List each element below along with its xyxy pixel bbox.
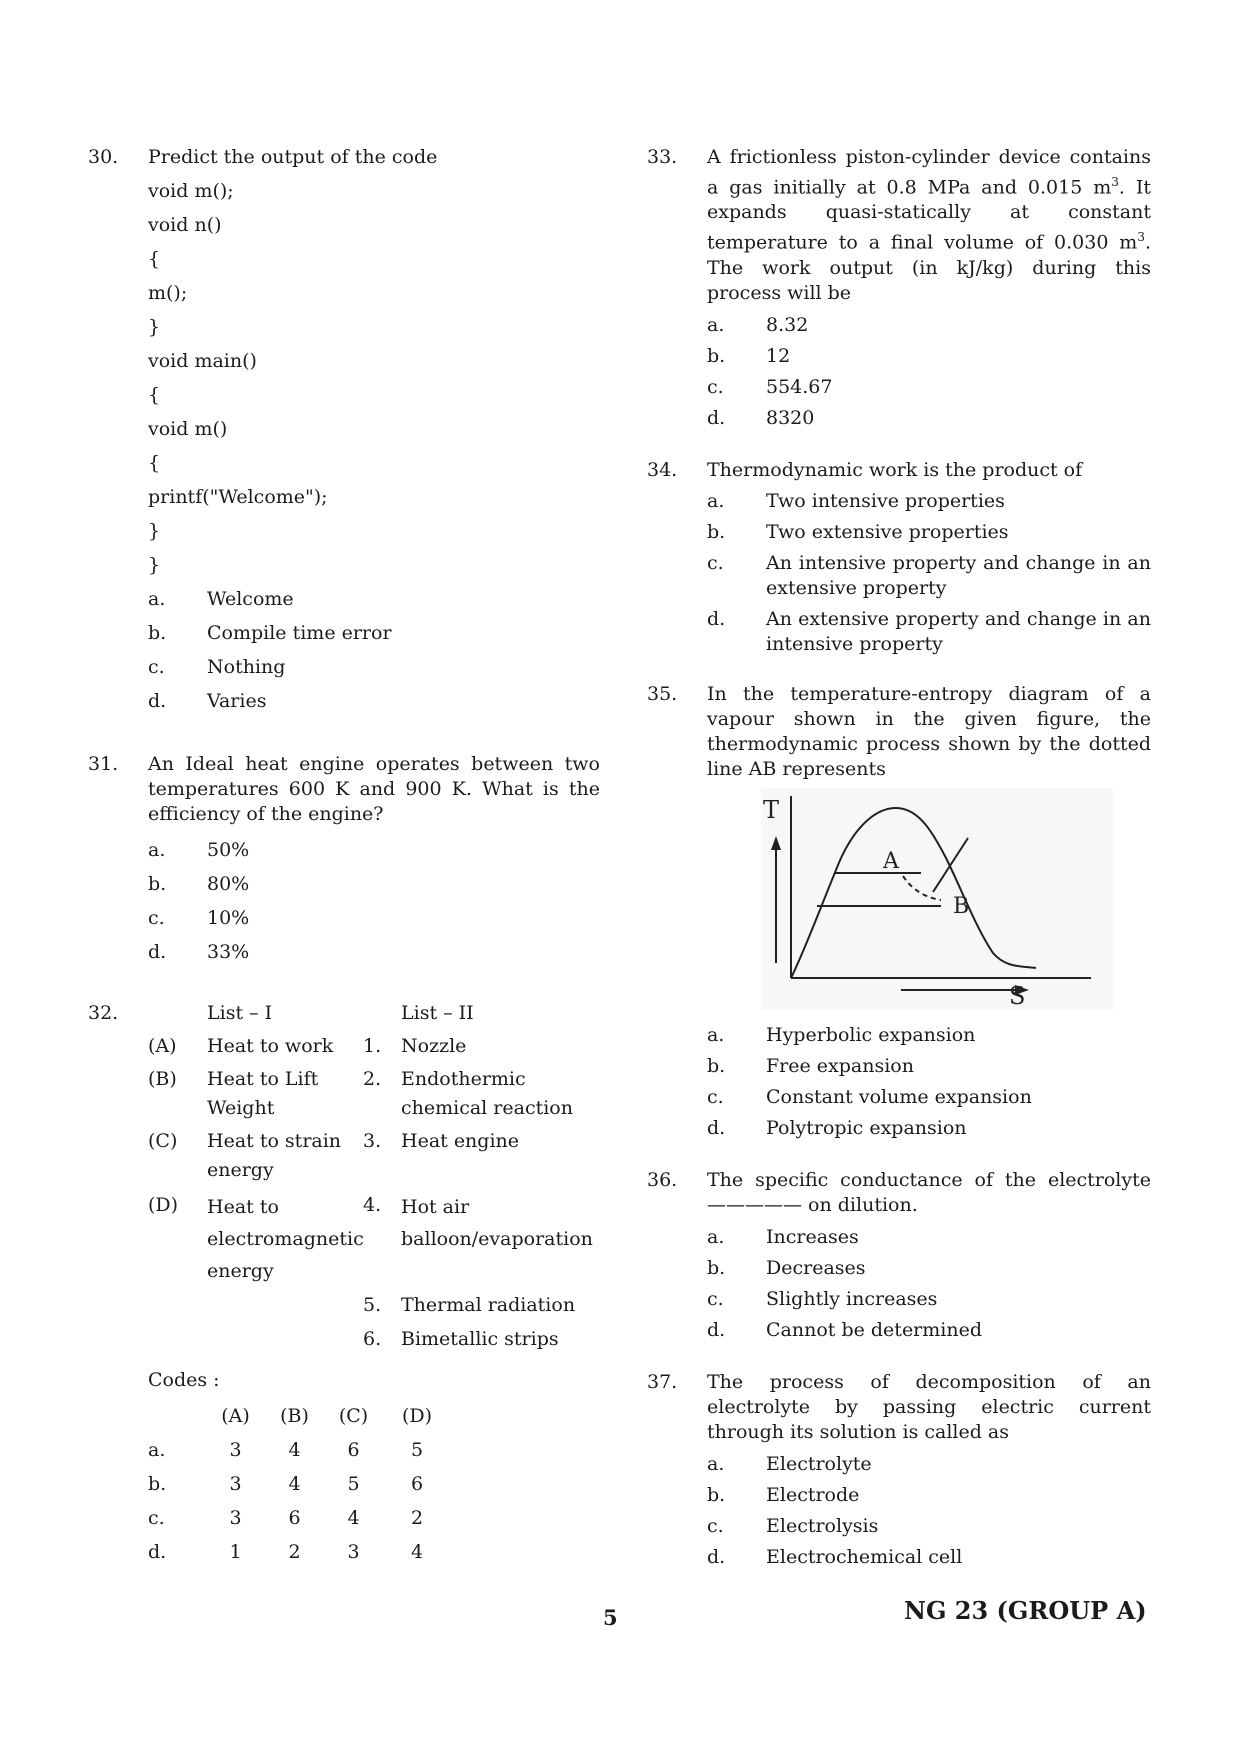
option-text: Two intensive properties: [766, 489, 1005, 512]
code-value: 4: [410, 1541, 424, 1563]
option-text: Electrode: [766, 1483, 860, 1506]
row-label: (A): [148, 1035, 177, 1057]
match-row: [148, 1065, 600, 1123]
list-1-item: Heat to Lift Weight: [207, 1068, 319, 1119]
option-d[interactable]: [707, 1113, 1151, 1144]
option-d[interactable]: [707, 1315, 1151, 1346]
option-a[interactable]: [707, 310, 1151, 341]
question-text: [707, 1168, 1151, 1218]
option-a[interactable]: [148, 582, 600, 616]
code-line: {: [148, 248, 161, 270]
option-text: 554.67: [766, 375, 833, 398]
question-30: [88, 145, 600, 718]
code-line: void m(): [148, 418, 228, 440]
list-2-item: Hot air balloon/evaporation: [401, 1196, 593, 1250]
match-rows: [148, 1032, 600, 1569]
list-1-item: Heat to electromagnetic energy: [207, 1196, 364, 1282]
option-text: An intensive property and change in an extensive property: [766, 551, 1151, 599]
option-label: d.: [148, 690, 167, 712]
code-line: }: [148, 316, 161, 338]
code-value: 2: [410, 1507, 424, 1529]
list-2-item: Endothermic chemical reaction: [401, 1068, 573, 1119]
code-line: m();: [148, 282, 188, 304]
option-c[interactable]: [707, 551, 1151, 601]
code-line: void main(): [148, 350, 257, 372]
option-label: d.: [707, 406, 726, 429]
code-value: 4: [347, 1507, 360, 1529]
list-2-number: 1.: [363, 1035, 382, 1057]
code-value: 6: [410, 1473, 424, 1495]
superscript: 3: [1111, 175, 1119, 189]
question-text: In the temperature-entropy diagram of a vapour shown in the given figure, the thermodynamic process shown by the dotted line AB represents: [707, 682, 1151, 780]
t-axis-label: T: [763, 795, 780, 824]
option-text: 12: [766, 344, 791, 367]
question-number: 35.: [647, 682, 678, 705]
options-list: [707, 1449, 1151, 1573]
option-d[interactable]: [148, 935, 600, 969]
codes-header-row: [148, 1399, 600, 1433]
option-a[interactable]: [707, 489, 1151, 514]
right-column: [647, 145, 1151, 1573]
list-2-number: 4.: [363, 1194, 382, 1216]
option-a[interactable]: [148, 1433, 600, 1467]
match-row: [148, 1191, 600, 1287]
list-2-number: 5.: [363, 1294, 382, 1316]
code-value: 3: [347, 1541, 360, 1563]
option-d[interactable]: [148, 684, 600, 718]
option-label: c.: [707, 1085, 724, 1108]
list-2-item: Bimetallic strips: [401, 1328, 559, 1350]
match-header: [148, 999, 600, 1028]
option-label: d.: [707, 1545, 726, 1568]
option-c[interactable]: [707, 1082, 1151, 1113]
option-d[interactable]: [707, 607, 1151, 657]
option-label: a.: [707, 313, 725, 336]
code-line: void n(): [148, 214, 222, 236]
option-b[interactable]: [707, 341, 1151, 372]
question-text-part: . It expands quasi-statically at constant temperature to a final volume of 0.030 m: [707, 176, 1151, 254]
option-label: c.: [707, 1514, 724, 1537]
list-2-item: Nozzle: [401, 1035, 467, 1057]
options-list: [148, 833, 600, 969]
point-b-label: B: [953, 893, 970, 919]
option-text: Decreases: [766, 1256, 866, 1279]
option-text: 50%: [207, 839, 250, 861]
question-text: Predict the output of the code: [148, 146, 438, 168]
option-label: d.: [148, 1541, 167, 1563]
question-text: [707, 145, 1151, 306]
option-label: a.: [148, 1439, 166, 1461]
option-label: a.: [148, 588, 166, 610]
code-value: 3: [229, 1507, 242, 1529]
row-label: (D): [148, 1194, 179, 1216]
option-b[interactable]: [707, 1051, 1151, 1082]
list-2-item: Heat engine: [401, 1130, 520, 1152]
option-d[interactable]: [707, 403, 1151, 434]
question-text-part: A frictionless piston-cylinder device contains a gas initially at 0.8 MPa and 0.015 m: [707, 146, 1151, 199]
option-text: Constant volume expansion: [766, 1085, 1032, 1108]
option-text: Compile time error: [207, 622, 392, 644]
option-text: Free expansion: [766, 1054, 914, 1077]
option-a[interactable]: [148, 833, 600, 867]
option-a[interactable]: [707, 1449, 1151, 1480]
match-row: [148, 1291, 600, 1320]
question-text: An Ideal heat engine operates between two temperatures 600 K and 900 K. What is the efficiency of the engine?: [148, 753, 600, 825]
option-label: a.: [148, 839, 166, 861]
question-33: [647, 145, 1151, 434]
code-line: void m();: [148, 180, 234, 202]
option-text: Welcome: [207, 588, 294, 610]
question-35: [647, 682, 1151, 1144]
saturation-dome: [791, 808, 1036, 978]
code-line: }: [148, 520, 161, 542]
question-number: 32.: [88, 1002, 119, 1024]
option-label: b.: [707, 1256, 726, 1279]
question-text-part: on dilution.: [808, 1193, 918, 1216]
code-line: {: [148, 452, 161, 474]
question-text-part: . The work output (in kJ/kg) during this process will be: [707, 231, 1151, 304]
option-text: Electrolysis: [766, 1514, 879, 1537]
option-label: a.: [707, 1023, 725, 1046]
option-text: Hyperbolic expansion: [766, 1023, 976, 1046]
option-b[interactable]: [707, 1480, 1151, 1511]
options-list: [707, 310, 1151, 434]
point-a-label: A: [883, 848, 899, 874]
option-b[interactable]: [707, 1253, 1151, 1284]
option-text: Electrochemical cell: [766, 1545, 963, 1568]
code-value: 6: [347, 1439, 360, 1461]
option-text: 10%: [207, 907, 250, 929]
option-text: Varies: [207, 690, 267, 712]
question-34: [647, 458, 1151, 657]
code-value: 3: [229, 1473, 242, 1495]
option-a[interactable]: [707, 1222, 1151, 1253]
question-37: [647, 1370, 1151, 1573]
code-value: 6: [288, 1507, 301, 1529]
list-1-item: Heat to work: [207, 1035, 334, 1057]
option-label: c.: [148, 907, 165, 929]
option-text: Cannot be determined: [766, 1318, 983, 1341]
answer-blank: —————: [707, 1193, 802, 1216]
option-label: c.: [707, 375, 724, 398]
list-2-number: 2.: [363, 1068, 382, 1090]
match-row: [148, 1127, 600, 1185]
codes-header: (C): [338, 1405, 369, 1427]
question-number: 36.: [647, 1168, 678, 1191]
option-text: Increases: [766, 1225, 859, 1248]
codes-header: (D): [401, 1405, 433, 1427]
question-number: 31.: [88, 753, 119, 775]
option-b[interactable]: [148, 1467, 600, 1501]
option-text: 80%: [207, 873, 250, 895]
option-label: a.: [707, 489, 725, 512]
option-text: 8320: [766, 406, 815, 429]
ts-diagram: [761, 788, 1113, 1010]
question-number: 37.: [647, 1370, 678, 1393]
option-c[interactable]: [148, 1501, 600, 1535]
list-2-number: 6.: [363, 1328, 382, 1350]
row-label: (B): [148, 1068, 177, 1090]
option-text: 33%: [207, 941, 250, 963]
option-label: c.: [148, 1507, 165, 1529]
option-label: b.: [148, 873, 167, 895]
question-number: 34.: [647, 458, 678, 481]
list-2-number: 3.: [363, 1130, 382, 1152]
code-value: 4: [288, 1439, 301, 1461]
row-label: (C): [148, 1130, 178, 1152]
list-1-item: Heat to strain energy: [207, 1130, 342, 1181]
list-1-header: List – I: [207, 1002, 273, 1024]
option-b[interactable]: [148, 867, 600, 901]
option-label: b.: [148, 622, 167, 644]
option-label: d.: [707, 1116, 726, 1139]
options-list: [707, 1222, 1151, 1346]
option-c[interactable]: [707, 1284, 1151, 1315]
option-label: c.: [707, 1287, 724, 1310]
code-block: [148, 174, 600, 582]
question-36: [647, 1168, 1151, 1346]
option-label: c.: [707, 551, 724, 574]
code-line: {: [148, 384, 161, 406]
option-text: Nothing: [207, 656, 286, 678]
option-text: Electrolyte: [766, 1452, 872, 1475]
question-text: The process of decomposition of an electrolyte by passing electric current through its solution is called as: [707, 1370, 1151, 1443]
superheat-line: [933, 838, 968, 892]
option-c[interactable]: [707, 372, 1151, 403]
code-line: printf("Welcome");: [148, 486, 328, 508]
question-number: 33.: [647, 146, 678, 168]
code-value: 5: [410, 1439, 424, 1461]
option-d[interactable]: [148, 1535, 600, 1569]
option-text: 8.32: [766, 313, 809, 336]
question-text: Thermodynamic work is the product of: [707, 458, 1083, 481]
option-d[interactable]: [707, 1542, 1151, 1573]
option-b[interactable]: [707, 520, 1151, 545]
code-value: 4: [288, 1473, 301, 1495]
superscript: 3: [1137, 230, 1145, 245]
question-32: [88, 999, 600, 1569]
code-value: 3: [229, 1439, 242, 1461]
option-text: Polytropic expansion: [766, 1116, 967, 1139]
option-c[interactable]: [148, 650, 600, 684]
question-31: [88, 752, 600, 969]
option-label: b.: [148, 1473, 167, 1495]
s-axis-label: S: [1009, 981, 1026, 1010]
code-value: 5: [347, 1473, 360, 1495]
list-2-item: Thermal radiation: [401, 1294, 576, 1316]
options-list: [148, 582, 600, 718]
option-text: Slightly increases: [766, 1287, 938, 1310]
option-label: a.: [707, 1225, 725, 1248]
option-text: An extensive property and change in an intensive property: [766, 607, 1151, 655]
left-column: [88, 145, 600, 1569]
codes-header: (B): [280, 1405, 309, 1427]
codes-grid: [148, 1399, 600, 1569]
option-label: c.: [148, 656, 165, 678]
match-row: [148, 1032, 600, 1061]
option-c[interactable]: [707, 1511, 1151, 1542]
code-line: }: [148, 554, 161, 576]
ts-diagram-figure: [761, 788, 1113, 1010]
options-list: [707, 1020, 1151, 1144]
option-label: b.: [707, 1483, 726, 1506]
option-text: Two extensive properties: [766, 520, 1009, 543]
option-label: b.: [707, 344, 726, 367]
option-label: b.: [707, 520, 726, 543]
y-arrow-head: [771, 836, 781, 850]
option-b[interactable]: [148, 616, 600, 650]
option-label: a.: [707, 1452, 725, 1475]
option-label: d.: [707, 1318, 726, 1341]
options-list: [707, 489, 1151, 657]
paper-code: NG 23 (GROUP A): [904, 1596, 1147, 1625]
list-2-header: List – II: [401, 1002, 474, 1024]
option-label: b.: [707, 1054, 726, 1077]
code-value: 2: [288, 1541, 301, 1563]
option-label: d.: [148, 941, 167, 963]
codes-header: (A): [221, 1405, 250, 1427]
match-table: [148, 999, 600, 1028]
question-number: 30.: [88, 146, 119, 168]
option-label: d.: [707, 607, 726, 630]
option-a[interactable]: [707, 1020, 1151, 1051]
page-number: 5: [603, 1605, 618, 1630]
option-c[interactable]: [148, 901, 600, 935]
code-value: 1: [229, 1541, 242, 1563]
codes-label: Codes :: [148, 1369, 220, 1391]
question-text-part: The specific conductance of the electrolyte: [707, 1168, 1151, 1191]
match-row: [148, 1325, 600, 1354]
